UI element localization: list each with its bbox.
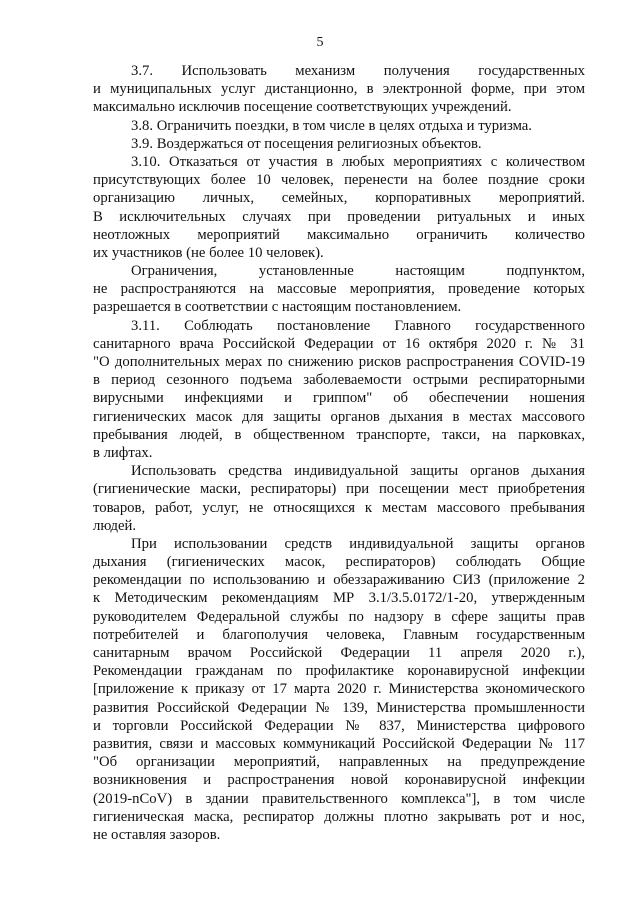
text-line: развития Российской Федерации № 139, Министерства промышленности [93, 699, 585, 716]
text-line: разрешается в соответствии с настоящим постановлением. [93, 299, 462, 316]
page-number: 5 [316, 35, 324, 50]
text-line: рекомендации по использованию и обеззараживанию СИЗ (приложение 2 [93, 572, 585, 589]
text-line: в период сезонного подъема заболеваемости острыми респираторными [93, 372, 585, 389]
text-line: и торговли Российской Федерации № 837, Министерства цифрового [93, 717, 585, 734]
text-line: санитарного врача Российской Федерации от 16 октября 2020 г. № 31 [93, 335, 585, 352]
text-line: 3.11. Соблюдать постановление Главного государственного [131, 317, 585, 334]
text-line: "Об организации мероприятий, направленных на предупреждение [93, 754, 585, 771]
text-line: При использовании средств индивидуальной защиты органов [131, 535, 585, 552]
text-line: руководителем Федеральной службы по надзору в сфере защиты прав [93, 608, 585, 625]
text-line: 3.9. Воздержаться от посещения религиозных объектов. [131, 135, 482, 152]
text-line: не оставляя зазоров. [93, 826, 221, 843]
text-line: неотложных мероприятий максимально ограничить количество [93, 226, 585, 243]
text-line: (гигиенические маски, респираторы) при посещении мест приобретения [93, 481, 585, 498]
text-line: пребывания людей, в общественном транспорте, такси, на парковках, [93, 426, 585, 443]
text-line: 3.7. Использовать механизм получения государственных [131, 63, 585, 79]
text-line: [приложение к приказу от 17 марта 2020 г. Министерства экономического [93, 681, 585, 698]
text-line: Рекомендации гражданам по профилактике коронавирусной инфекции [93, 663, 585, 680]
text-line: гигиеническая маска, респиратор должны плотно закрывать рот и нос, [93, 808, 585, 825]
text-line: их участников (не более 10 человек). [93, 244, 324, 261]
text-line: товаров, работ, услуг, не относящихся к местам массового пребывания [93, 499, 585, 516]
text-line: развития, связи и массовых коммуникаций Российской Федерации № 117 [93, 735, 585, 752]
text-line: "О дополнительных мерах по снижению рисков распространения COVID-19 [93, 354, 585, 370]
text-line: потребителей и благополучия человека, Главным государственным [93, 626, 585, 643]
text-line: в лифтах. [93, 444, 153, 461]
text-line: Ограничения, установленные настоящим подпунктом, [131, 263, 585, 280]
text-line: 3.8. Ограничить поездки, в том числе в целях отдыха и туризма. [131, 117, 532, 134]
text-line: Использовать средства индивидуальной защиты органов дыхания [131, 463, 585, 480]
text-line: гигиенических масок для защиты органов дыхания в местах массового [93, 408, 585, 425]
text-line: присутствующих более 10 человек, перенести на более поздние сроки [93, 172, 585, 189]
text-line: людей. [93, 517, 137, 534]
text-line: (2019-nCoV) в здании правительственного комплекса"], в том числе [93, 790, 585, 807]
text-line: максимально исключив посещение соответствующих учреждений. [93, 99, 512, 116]
text-line: вирусными инфекциями и гриппом" об обеспечении ношения [93, 390, 585, 407]
text-line: 3.10. Отказаться от участия в любых мероприятиях с количеством [131, 153, 585, 170]
text-line: к Методическим рекомендациям МР 3.1/3.5.0172/1-20, утвержденным [93, 590, 585, 607]
text-line: возникновения и распространения новой коронавирусной инфекции [93, 772, 585, 789]
text-line: В исключительных случаях при проведении ритуальных и иных [93, 208, 585, 225]
text-line: не распространяются на массовые мероприятия, проведение которых [93, 281, 585, 298]
text-line: дыхания (гигиенических масок, респираторов) соблюдать Общие [93, 554, 585, 571]
text-line: санитарным врачом Российской Федерации 11 апреля 2020 г.), [93, 645, 585, 661]
text-line: и муниципальных услуг дистанционно, в электронной форме, при этом [93, 81, 585, 98]
text-line: организацию личных, семейных, корпоративных мероприятий. [93, 190, 585, 207]
document-body [93, 62, 585, 844]
